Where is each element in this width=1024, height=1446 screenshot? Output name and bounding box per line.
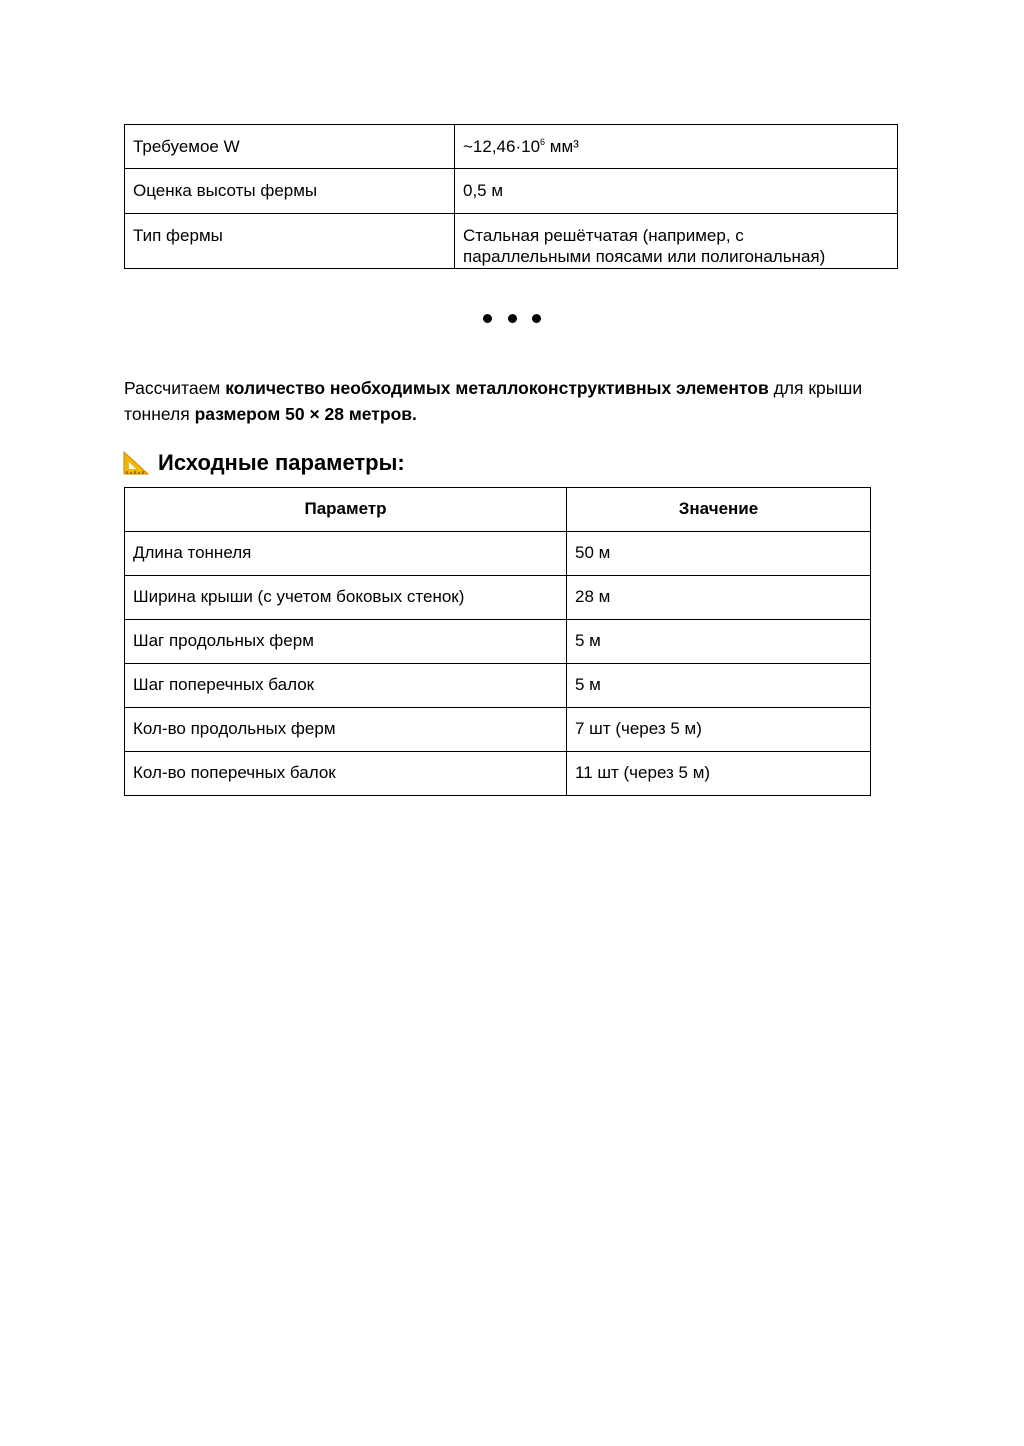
value-line: Стальная решётчатая (например, с (463, 226, 744, 245)
triangular-ruler-icon (122, 450, 150, 476)
table-row (125, 752, 871, 796)
table-cell-value: 5 м (567, 664, 871, 708)
table-cell-value: 7 шт (через 5 м) (567, 708, 871, 752)
table-row (125, 169, 898, 214)
table-row (125, 620, 871, 664)
section-heading (122, 450, 405, 476)
intro-paragraph (124, 375, 904, 427)
table-row (125, 708, 871, 752)
table-cell-value: 50 м (567, 532, 871, 576)
separator-dot (508, 314, 517, 323)
table-cell-param: Требуемое W (125, 125, 455, 169)
table-cell-param: Шаг продольных ферм (125, 620, 567, 664)
heading-text: Исходные параметры: (158, 450, 405, 475)
table-row (125, 664, 871, 708)
exponent: 6 (540, 137, 546, 147)
separator-dot (483, 314, 492, 323)
table-cell-value: 28 м (567, 576, 871, 620)
separator-dot (532, 314, 541, 323)
table-cell-param: Оценка высоты фермы (125, 169, 455, 214)
section-separator (483, 312, 541, 324)
table-cell-param: Кол-во поперечных балок (125, 752, 567, 796)
column-header-parameter: Параметр (125, 488, 567, 532)
table-cell-param: Тип фермы (125, 214, 455, 269)
table-row (125, 125, 898, 169)
table-cell-param: Шаг поперечных балок (125, 664, 567, 708)
table-row (125, 532, 871, 576)
value-text: ~12,46·10 (463, 137, 541, 156)
table-row (125, 576, 871, 620)
table-cell-param: Ширина крыши (с учетом боковых стенок) (125, 576, 567, 620)
value-unit: мм³ (545, 137, 579, 156)
table-cell-value: 11 шт (через 5 м) (567, 752, 871, 796)
truss-parameters-table (124, 124, 898, 269)
table-cell-value: 5 м (567, 620, 871, 664)
column-header-value: Значение (567, 488, 871, 532)
table-row (125, 214, 898, 269)
table-cell-param: Кол-во продольных ферм (125, 708, 567, 752)
paragraph-text: для крыши тоннеля (124, 378, 863, 424)
table-cell-value (455, 125, 898, 169)
paragraph-text: Рассчитаем (124, 378, 226, 398)
table-cell-param: Длина тоннеля (125, 532, 567, 576)
initial-parameters-table (124, 487, 871, 796)
paragraph-bold-text: размером 50 × 28 метров. (194, 404, 417, 424)
table-cell-value (455, 214, 898, 269)
paragraph-bold-text: количество необходимых металлоконструктивных элементов (225, 378, 769, 398)
value-line: параллельными поясами или полигональная) (463, 247, 826, 266)
table-cell-value: 0,5 м (455, 169, 898, 214)
table-header-row (125, 488, 871, 532)
